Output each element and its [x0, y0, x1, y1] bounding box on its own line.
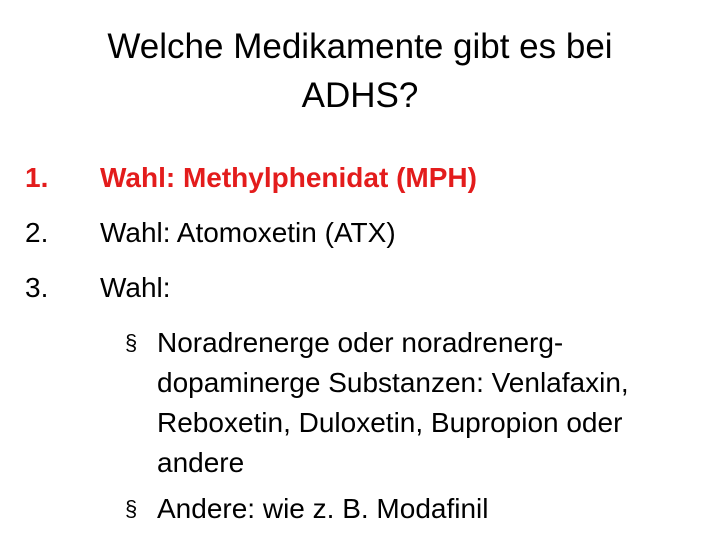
list-item-3 [0, 268, 720, 323]
sub-list [125, 323, 685, 529]
sub-list-item-text: Noradrenerge oder noradrenerg-dopaminerge Substanzen: Venlafaxin, Reboxetin, Duloxetin, Bupropion oder andere [157, 327, 629, 478]
list-item-text: Wahl: [100, 272, 171, 303]
list-number: 1. [25, 162, 49, 193]
slide-title [40, 22, 680, 120]
list-item-1 [0, 158, 720, 213]
list-number: 2. [25, 217, 49, 248]
title-line-1: Welche Medikamente gibt es bei [107, 27, 613, 66]
section-bullet-icon: § [125, 330, 138, 355]
list-number: 3. [25, 272, 49, 303]
sub-list-item [125, 489, 685, 529]
list-item-2 [0, 213, 720, 268]
list-item-text: Wahl: Methylphenidat (MPH) [100, 162, 477, 193]
sub-list-item-text: Andere: wie z. B. Modafinil [157, 493, 489, 524]
sub-list-item [125, 323, 685, 483]
list-item-text: Wahl: Atomoxetin (ATX) [100, 217, 396, 248]
numbered-list [0, 158, 720, 535]
section-bullet-icon: § [125, 496, 138, 521]
title-line-2: ADHS? [301, 76, 419, 115]
